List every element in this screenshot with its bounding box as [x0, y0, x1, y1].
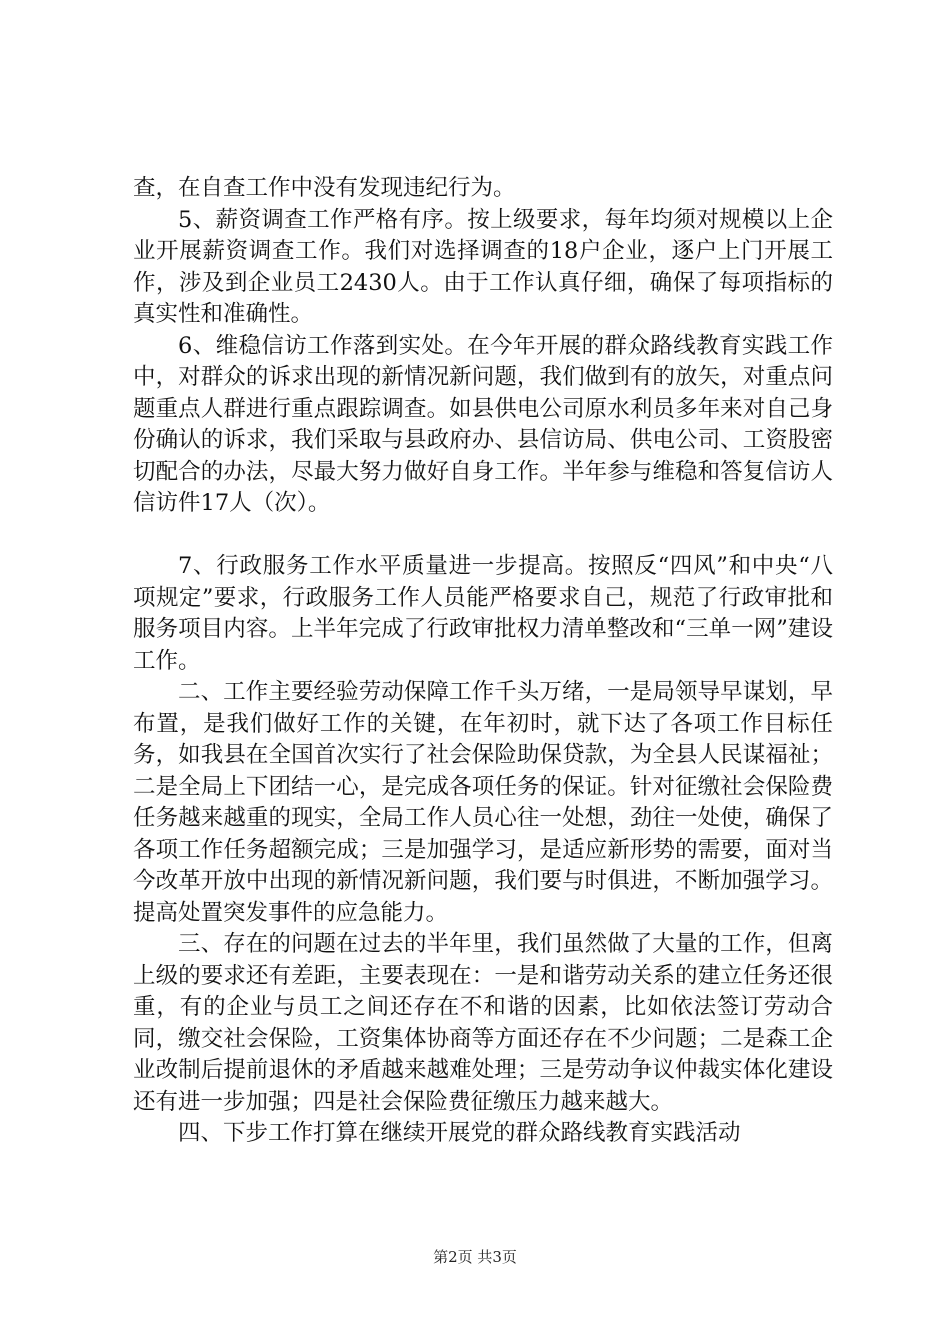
page-number-label: 第2页 共3页 — [433, 1248, 517, 1266]
paragraph-main-experience: 二、工作主要经验劳动保障工作千头万绪，一是局领导早谋划，早布置，是我们做好工作的关键，在年初时，就下达了各项工作目标任务，如我县在全国首次实行了社会保险助保贷款，为全县人民谋福祉；二是全局上下团结一心，是完成各项任务的保证。针对征缴社会保险费任务越来越重的现实，全局工作人员心往一处想，劲往一处使，确保了各项工作任务超额完成；三是加强学习，是适应新形势的需要，面对当今改革开放中出现的新情况新问题，我们要与时俱进，不断加强学习。提高处置突发事件的应急能力。 — [133, 679, 833, 926]
paragraph-petition-work: 6、维稳信访工作落到实处。在今年开展的群众路线教育实践工作中，对群众的诉求出现的新情况新问题，我们做到有的放矢，对重点问题重点人群进行重点跟踪调查。如县供电公司原水利员多年来对自己身份确认的诉求，我们采取与县政府办、县信访局、供电公司、工资股密切配合的办法，尽最大努力做好自身工作。半年参与维稳和答复信访人信访件17人（次）。 — [133, 332, 833, 516]
document-body — [133, 173, 833, 1150]
paragraph-continuation: 查，在自查工作中没有发现违纪行为。 — [133, 175, 516, 201]
paragraph-existing-problems: 三、存在的问题在过去的半年里，我们虽然做了大量的工作，但离上级的要求还有差距，主要表现在：一是和谐劳动关系的建立任务还很重，有的企业与员工之间还存在不和谐的因素，比如依法签订劳动合同，缴交社会保险，工资集体协商等方面还存在不少问题；二是森工企业改制后提前退休的矛盾越来越难处理；三是劳动争议仲裁实体化建设还有进一步加强；四是社会保险费征缴压力越来越大。 — [133, 931, 833, 1115]
page-footer — [0, 1247, 950, 1267]
paragraph-next-steps: 四、下步工作打算在继续开展党的群众路线教育实践活动 — [178, 1120, 741, 1146]
paragraph-admin-service: 7、行政服务工作水平质量进一步提高。按照反“四风”和中央“八项规定”要求，行政服务工作人员能严格要求自己，规范了行政审批和服务项目内容。上半年完成了行政审批权力清单整改和“三单一网”建设工作。 — [133, 553, 833, 674]
paragraph-salary-survey: 5、薪资调查工作严格有序。按上级要求，每年均须对规模以上企业开展薪资调查工作。我们对选择调查的18户企业，逐户上门开展工作，涉及到企业员工2430人。由于工作认真仔细，确保了每项指标的真实性和准确性。 — [133, 206, 833, 327]
